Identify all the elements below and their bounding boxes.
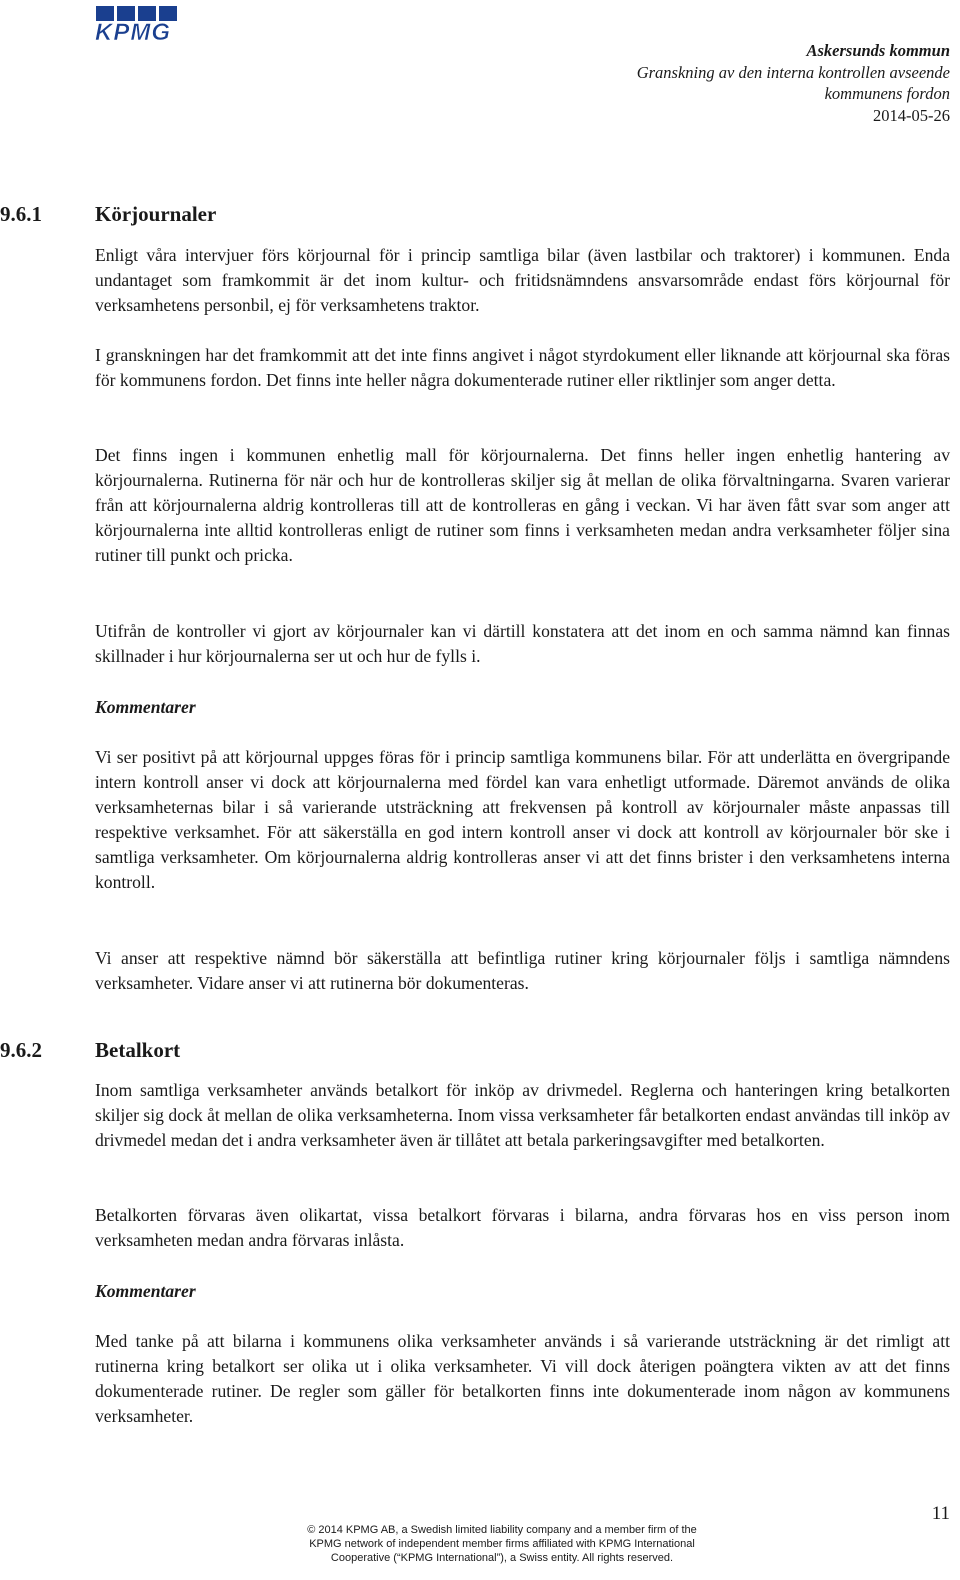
- paragraph: Utifrån de kontroller vi gjort av körjournaler kan vi därtill konstatera att det inom en och samma nämnd kan finnas skillnader i hur körjournalerna ser ut och hur de fylls i.: [95, 621, 950, 666]
- section-title: Betalkort: [95, 1038, 181, 1062]
- copyright-footer: [0, 1523, 960, 1565]
- paragraph: Inom samtliga verksamheter används betalkort för inköp av drivmedel. Reglerna och hanteringen kring betalkorten skiljer sig dock åt mellan de olika verksamheterna. Inom vissa verksamheter får betalkorten endast användas till inköp av drivmedel medan det i andra verksamheter även är tillåtet att betala parkeringsavgifter med betalkorten.: [95, 1080, 950, 1150]
- page-number: 11: [931, 1503, 950, 1524]
- footer-line: © 2014 KPMG AB, a Swedish limited liability company and a member firm of the: [307, 1524, 697, 1536]
- report-date: 2014-05-26: [873, 105, 950, 125]
- svg-text:KPMG: KPMG: [95, 19, 171, 42]
- paragraph: I granskningen har det framkommit att det inte finns angivet i något styrdokument eller liknande att körjournal ska föras för kommunens fordon. Det finns inte heller några dokumenterade rutiner eller riktlinjer som anger detta.: [95, 345, 950, 390]
- section-title: Körjournaler: [95, 202, 217, 226]
- paragraph: Enligt våra intervjuer förs körjournal för i princip samtliga bilar (även lastbilar och traktorer) i kommunen. Enda undantaget som framkommit är det inom kultur- och fritidsnämndens ansvarsområde endast förs körjournal för verksamhetens personbil, ej för verksamhetens traktor.: [95, 245, 950, 315]
- footer-line: KPMG network of independent member firms affiliated with KPMG International: [309, 1538, 695, 1550]
- section-number: 9.6.1: [0, 202, 42, 226]
- section-number: 9.6.2: [0, 1038, 42, 1062]
- comments-heading: Kommentarer: [95, 1281, 196, 1301]
- kpmg-logo: [92, 6, 184, 42]
- footer-line: Cooperative (“KPMG International”), a Swiss entity. All rights reserved.: [330, 1552, 674, 1564]
- paragraph: Betalkorten förvaras även olikartat, vissa betalkort förvaras i bilarna, andra förvaras hos en viss person inom verksamheten medan andra förvaras inlåsta.: [95, 1205, 950, 1250]
- paragraph: Det finns ingen i kommunen enhetlig mall för körjournalerna. Det finns heller ingen enhetlig hantering av körjournalerna. Rutinerna för när och hur de kontrolleras skiljer sig åt mellan de olika förvaltningarna. Svaren varierar från att körjournalerna aldrig kontrolleras till att de kontrolleras en gång i veckan. Vi har även fått svar som anger att körjournalerna inte alltid kontrolleras enligt de rutiner som finns i verksamheten medan andra verksamheter följer sina rutiner till punkt och pricka.: [95, 445, 950, 565]
- report-title-line2: kommunens fordon: [824, 84, 950, 103]
- document-header: [637, 40, 950, 126]
- comment-paragraph: Med tanke på att bilarna i kommunens olika verksamheter används i så varierande utsträckning är det rimligt att rutinerna kring betalkort ser olika ut i olika verksamheter. Vi vill dock återigen poängtera vikten av att det finns dokumenterade rutiner. De regler som gäller för betalkorten finns inte dokumenterade inom någon av kommunens verksamheter.: [95, 1331, 950, 1426]
- report-title-line1: Granskning av den interna kontrollen avseende: [636, 62, 950, 82]
- comment-paragraph: Vi anser att respektive nämnd bör säkerställa att befintliga rutiner kring körjournaler följs i samtliga nämndens verksamheter. Vidare anser vi att rutinerna bör dokumenteras.: [95, 948, 950, 993]
- comment-paragraph: Vi ser positivt på att körjournal uppges föras för i princip samtliga kommunens bilar. För att underlätta en övergripande intern kontroll anser vi dock att körjournalerna med fördel kan vara enhetligt utformade. Däremot används de olika verksamheternas bilar i så varierande utsträckning att frekvensen på kontroll av körjournaler måste anpassas till respektive verksamhet. För att säkerställa en god intern kontroll anser vi dock att kontroll av körjournaler bör ske i samtliga verksamheter. Om körjournalerna aldrig kontrolleras anser vi att det finns brister i den verksamhetens interna kontroll.: [95, 747, 950, 892]
- comments-heading: Kommentarer: [95, 697, 196, 717]
- organization-name: Askersunds kommun: [806, 41, 950, 60]
